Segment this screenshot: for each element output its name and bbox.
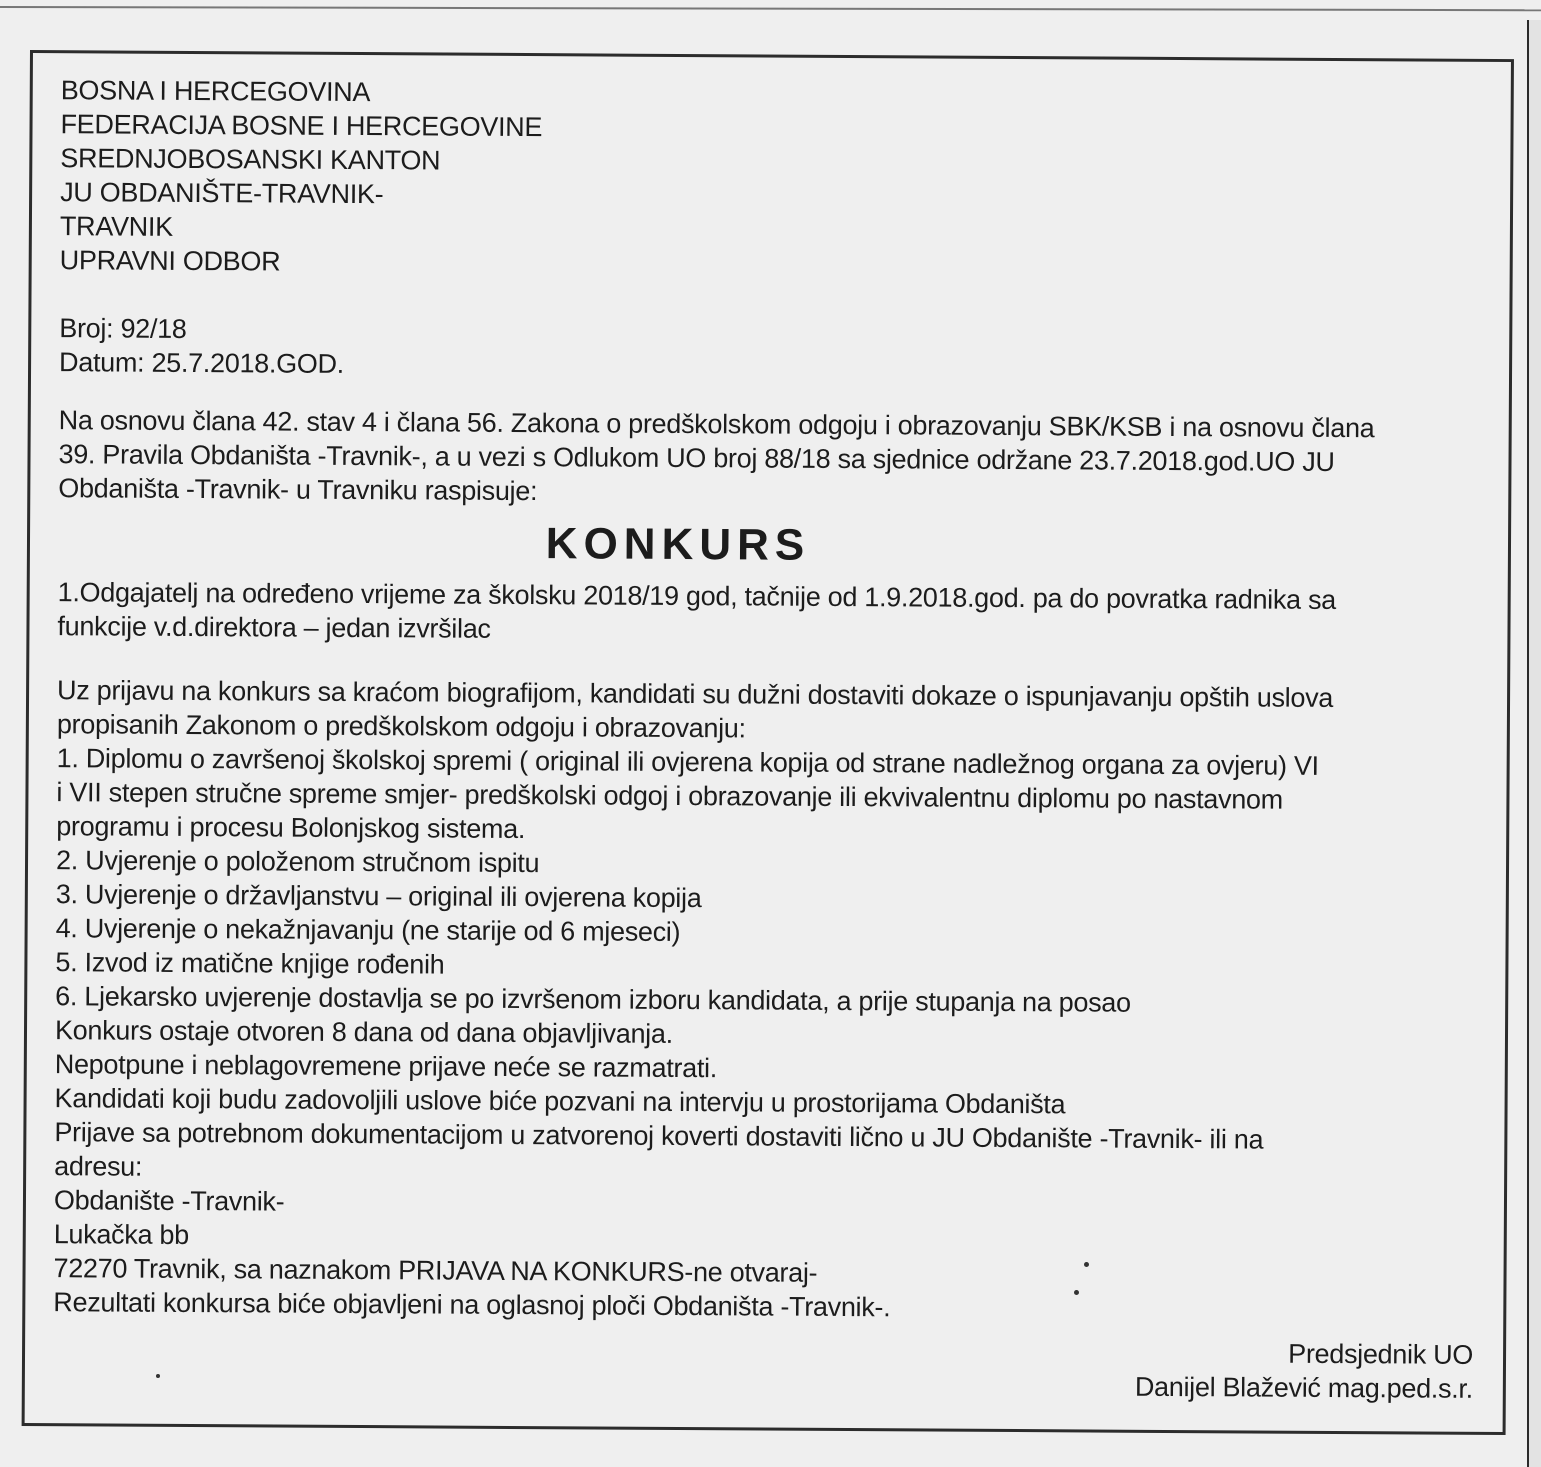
requirements-line: Prijave sa potrebnom dokumentacijom u zatvorenoj koverti dostaviti lično u JU Obdanište -Travnik- ili na bbox=[54, 1117, 1264, 1155]
position-description bbox=[57, 575, 1477, 652]
requirements-line: Obdanište -Travnik- bbox=[53, 1185, 285, 1217]
signature-name: Danijel Blažević mag.ped.s.r. bbox=[1134, 1371, 1473, 1404]
requirements-line: adresu: bbox=[54, 1151, 143, 1182]
header-line: JU OBDANIŠTE-TRAVNIK- bbox=[60, 177, 384, 210]
page-edge bbox=[0, 6, 1541, 11]
print-speck bbox=[1084, 1262, 1089, 1267]
header-line: SREDNJOBOSANSKI KANTON bbox=[60, 143, 441, 176]
document-date: Datum: 25.7.2018.GOD. bbox=[59, 347, 345, 379]
requirements-line: Rezultati konkursa biće objavljeni na oglasnoj ploči Obdaništa -Travnik-. bbox=[53, 1287, 891, 1323]
requirements-line: Nepotpune i neblagovremene prijave neće se razmatrati. bbox=[54, 1049, 718, 1084]
requirements-line: Uz prijavu na konkurs sa kraćom biografijom, kandidati su dužni dostaviti dokaze o ispunjavanju opštih uslova bbox=[56, 675, 1334, 713]
intro-paragraph bbox=[58, 403, 1479, 514]
position-line: funkcije v.d.direktora – jedan izvršilac bbox=[57, 611, 491, 644]
document-number: Broj: 92/18 bbox=[59, 313, 187, 344]
requirements-line: programu i procesu Bolonjskog sistema. bbox=[56, 811, 526, 845]
header-line: TRAVNIK bbox=[59, 211, 173, 242]
document-meta bbox=[59, 311, 1479, 388]
requirements-line: 2. Uvjerenje o položenom stručnom ispitu bbox=[55, 845, 540, 879]
requirements-line: Kandidati koji budu zadovoljili uslove biće pozvani na intervju u prostorijama Obdaništa bbox=[54, 1083, 1066, 1120]
requirements-line: propisanih Zakonom o predškolskom odgoju i obrazovanju: bbox=[56, 709, 746, 744]
header-line: UPRAVNI ODBOR bbox=[59, 245, 281, 277]
position-line: 1.Odgajatelj na određeno vrijeme za školsku 2018/19 god, tačnije od 1.9.2018.god. pa do povratka radnika sa bbox=[57, 577, 1337, 615]
signature-block bbox=[1135, 1336, 1473, 1406]
requirements-line: 4. Uvjerenje o nekažnjavanju (ne starije od 6 mjeseci) bbox=[55, 913, 681, 947]
page-title: KONKURS bbox=[545, 519, 811, 570]
print-speck bbox=[156, 1374, 160, 1378]
requirements-line: 6. Ljekarsko uvjerenje dostavlja se po izvršenom izboru kandidata, a prije stupanja na posao bbox=[55, 981, 1131, 1018]
header-line: BOSNA I HERCEGOVINA bbox=[60, 75, 371, 108]
notice-box bbox=[22, 50, 1514, 1435]
requirements-line: i VII stepen stručne spreme smjer- predškolski odgoj i obrazovanje ili ekvivalentnu diplomu po nastavnom bbox=[56, 777, 1283, 815]
intro-line: Obdaništa -Travnik- u Travniku raspisuje: bbox=[58, 473, 538, 507]
signature-role: Predsjednik UO bbox=[1288, 1338, 1474, 1370]
intro-line: Na osnovu člana 42. stav 4 i člana 56. Zakona o predškolskom odgoju i obrazovanju SBK/KSB i na osnovu člana bbox=[58, 405, 1375, 444]
intro-line: 39. Pravila Obdaništa -Travnik-, a u vezi s Odlukom UO broj 88/18 sa sjednice održane 23.7.2018.god.UO JU bbox=[58, 439, 1335, 477]
requirements-line: 5. Izvod iz matične knjige rođenih bbox=[55, 947, 445, 980]
requirements-line: 1. Diplomu o završenoj školskoj spremi ( original ili ovjerena kopija od strane nadležnog organa za ovjeru) VI bbox=[56, 743, 1319, 781]
notice-content bbox=[53, 73, 1481, 1404]
requirements-line: 3. Uvjerenje o državljanstvu – original ili ovjerena kopija bbox=[55, 879, 702, 914]
requirements-line: Konkurs ostaje otvoren 8 dana od dana objavljivanja. bbox=[54, 1015, 673, 1049]
requirements-section bbox=[53, 673, 1477, 1328]
print-speck bbox=[1074, 1290, 1079, 1295]
adjacent-column-edge bbox=[1527, 20, 1541, 1467]
requirements-line: Lukačka bb bbox=[53, 1219, 189, 1250]
header-line: FEDERACIJA BOSNE I HERCEGOVINE bbox=[60, 109, 543, 143]
requirements-line: 72270 Travnik, sa naznakom PRIJAVA NA KONKURS-ne otvaraj- bbox=[53, 1253, 818, 1288]
institution-header bbox=[60, 73, 1481, 286]
